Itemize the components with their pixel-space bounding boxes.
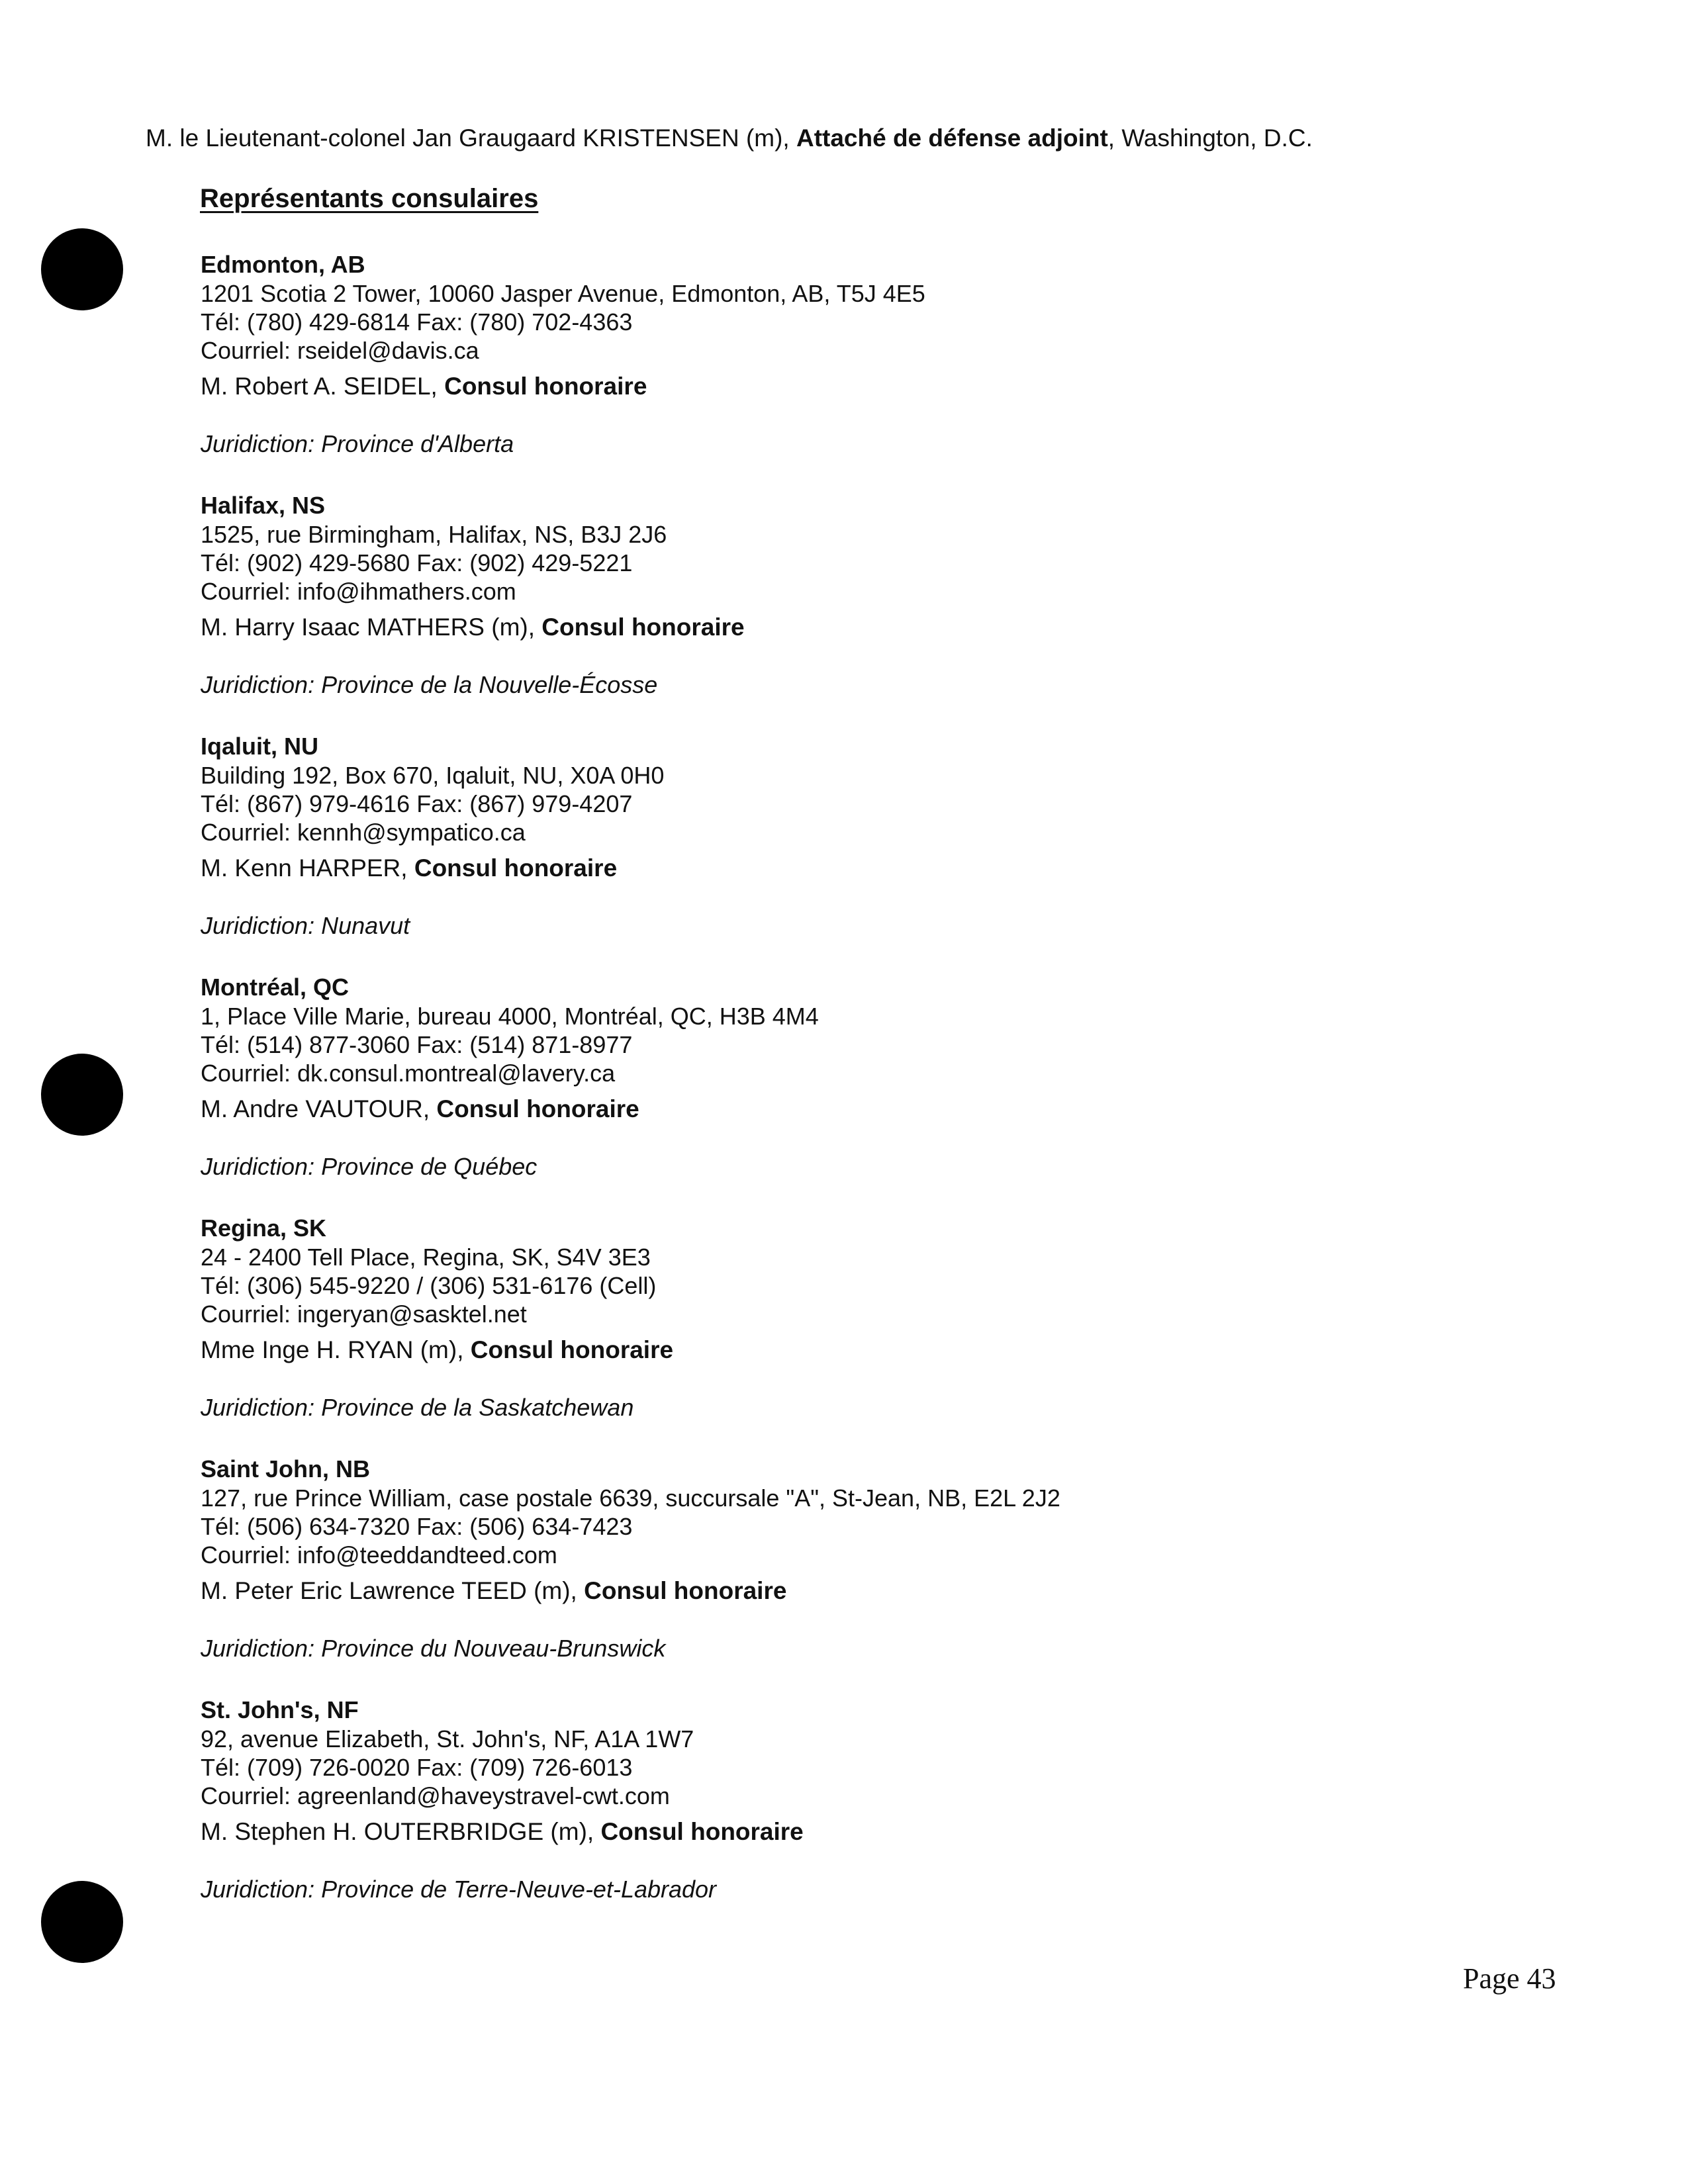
consulate-city: Saint John, NB <box>201 1455 371 1482</box>
consulate-entry <box>201 250 1524 491</box>
consul-role: Consul honoraire <box>470 1336 674 1363</box>
consul-person <box>201 612 1524 643</box>
consulate-entry <box>201 973 1524 1214</box>
consul-name: Mme Inge H. RYAN (m), <box>201 1336 471 1363</box>
consul-person <box>201 1335 1524 1365</box>
consulate-email: Courriel: agreenland@haveystravel-cwt.com <box>201 1782 670 1809</box>
consulate-address: 1525, rue Birmingham, Halifax, NS, B3J 2J6 <box>201 521 667 548</box>
consulate-address: 1201 Scotia 2 Tower, 10060 Jasper Avenue, Edmonton, AB, T5J 4E5 <box>201 280 925 307</box>
consul-name: M. Harry Isaac MATHERS (m), <box>201 614 542 641</box>
consulate-email: Courriel: info@teeddandteed.com <box>201 1541 557 1569</box>
consulate-phone: Tél: (867) 979-4616 Fax: (867) 979-4207 <box>201 790 633 817</box>
consul-person <box>201 853 1524 884</box>
consulate-city: St. John's, NF <box>201 1696 359 1723</box>
consul-role: Consul honoraire <box>444 373 647 400</box>
section-heading: Représentants consulaires <box>200 184 539 213</box>
consulate-address: Building 192, Box 670, Iqaluit, NU, X0A 0H0 <box>201 762 665 789</box>
consulate-phone: Tél: (306) 545-9220 / (306) 531-6176 (Cell) <box>201 1272 657 1299</box>
consul-name: M. Stephen H. OUTERBRIDGE (m), <box>201 1818 601 1845</box>
consulate-city: Iqaluit, NU <box>201 733 318 760</box>
consulate-jurisdiction: Juridiction: Nunavut <box>201 912 410 939</box>
consulate-phone: Tél: (902) 429-5680 Fax: (902) 429-5221 <box>201 549 633 576</box>
consulate-address: 24 - 2400 Tell Place, Regina, SK, S4V 3E3 <box>201 1244 651 1271</box>
consular-list <box>201 250 1524 1936</box>
consulate-phone: Tél: (780) 429-6814 Fax: (780) 702-4363 <box>201 308 633 336</box>
consulate-phone: Tél: (709) 726-0020 Fax: (709) 726-6013 <box>201 1754 633 1781</box>
consul-role: Consul honoraire <box>541 614 745 641</box>
consulate-entry <box>201 1455 1524 1696</box>
consul-name: M. Andre VAUTOUR, <box>201 1095 437 1122</box>
consul-person <box>201 1817 1524 1847</box>
consulate-entry <box>201 491 1524 732</box>
consulate-email: Courriel: rseidel@davis.ca <box>201 337 479 364</box>
consul-role: Consul honoraire <box>600 1818 804 1845</box>
consul-person <box>201 1094 1524 1124</box>
consul-role: Consul honoraire <box>436 1095 639 1122</box>
consulate-address: 1, Place Ville Marie, bureau 4000, Montréal, QC, H3B 4M4 <box>201 1003 819 1030</box>
consulate-city: Edmonton, AB <box>201 251 365 278</box>
consulate-entry <box>201 1696 1524 1936</box>
consul-person <box>201 1576 1524 1606</box>
consulate-jurisdiction: Juridiction: Province de la Nouvelle-Écosse <box>201 671 658 698</box>
consulate-email: Courriel: info@ihmathers.com <box>201 578 516 605</box>
consulate-entry <box>201 732 1524 973</box>
consulate-city: Halifax, NS <box>201 492 326 519</box>
punch-hole-bottom <box>41 1881 123 1963</box>
consulate-email: Courriel: ingeryan@sasktel.net <box>201 1300 527 1328</box>
consulate-phone: Tél: (514) 877-3060 Fax: (514) 871-8977 <box>201 1031 633 1058</box>
consulate-jurisdiction: Juridiction: Province de Terre-Neuve-et-Labrador <box>201 1876 717 1903</box>
page-number: Page 43 <box>1463 1962 1556 1995</box>
consulate-jurisdiction: Juridiction: Province de la Saskatchewan <box>201 1394 634 1421</box>
intro-title: Attaché de défense adjoint <box>796 124 1108 152</box>
consulate-email: Courriel: dk.consul.montreal@lavery.ca <box>201 1060 616 1087</box>
consulate-jurisdiction: Juridiction: Province de Québec <box>201 1153 538 1180</box>
consul-name: M. Kenn HARPER, <box>201 854 414 882</box>
consulate-entry <box>201 1214 1524 1455</box>
consulate-jurisdiction: Juridiction: Province du Nouveau-Brunswick <box>201 1635 666 1662</box>
punch-hole-top <box>41 228 123 310</box>
consulate-city: Montréal, QC <box>201 974 350 1001</box>
consulate-address: 127, rue Prince William, case postale 6639, succursale "A", St-Jean, NB, E2L 2J2 <box>201 1484 1060 1512</box>
intro-prefix: M. le Lieutenant-colonel Jan Graugaard KRISTENSEN (m), <box>146 124 796 152</box>
consul-person <box>201 371 1524 402</box>
consulate-email: Courriel: kennh@sympatico.ca <box>201 819 526 846</box>
consul-name: M. Robert A. SEIDEL, <box>201 373 445 400</box>
consul-role: Consul honoraire <box>584 1577 787 1604</box>
consulate-jurisdiction: Juridiction: Province d'Alberta <box>201 430 514 457</box>
consul-role: Consul honoraire <box>414 854 618 882</box>
defense-attache-line <box>146 123 1313 154</box>
consulate-city: Regina, SK <box>201 1214 327 1242</box>
consulate-phone: Tél: (506) 634-7320 Fax: (506) 634-7423 <box>201 1513 633 1540</box>
consulate-address: 92, avenue Elizabeth, St. John's, NF, A1A 1W7 <box>201 1725 694 1752</box>
consul-name: M. Peter Eric Lawrence TEED (m), <box>201 1577 585 1604</box>
intro-suffix: , Washington, D.C. <box>1107 124 1313 152</box>
punch-hole-middle <box>41 1054 123 1136</box>
